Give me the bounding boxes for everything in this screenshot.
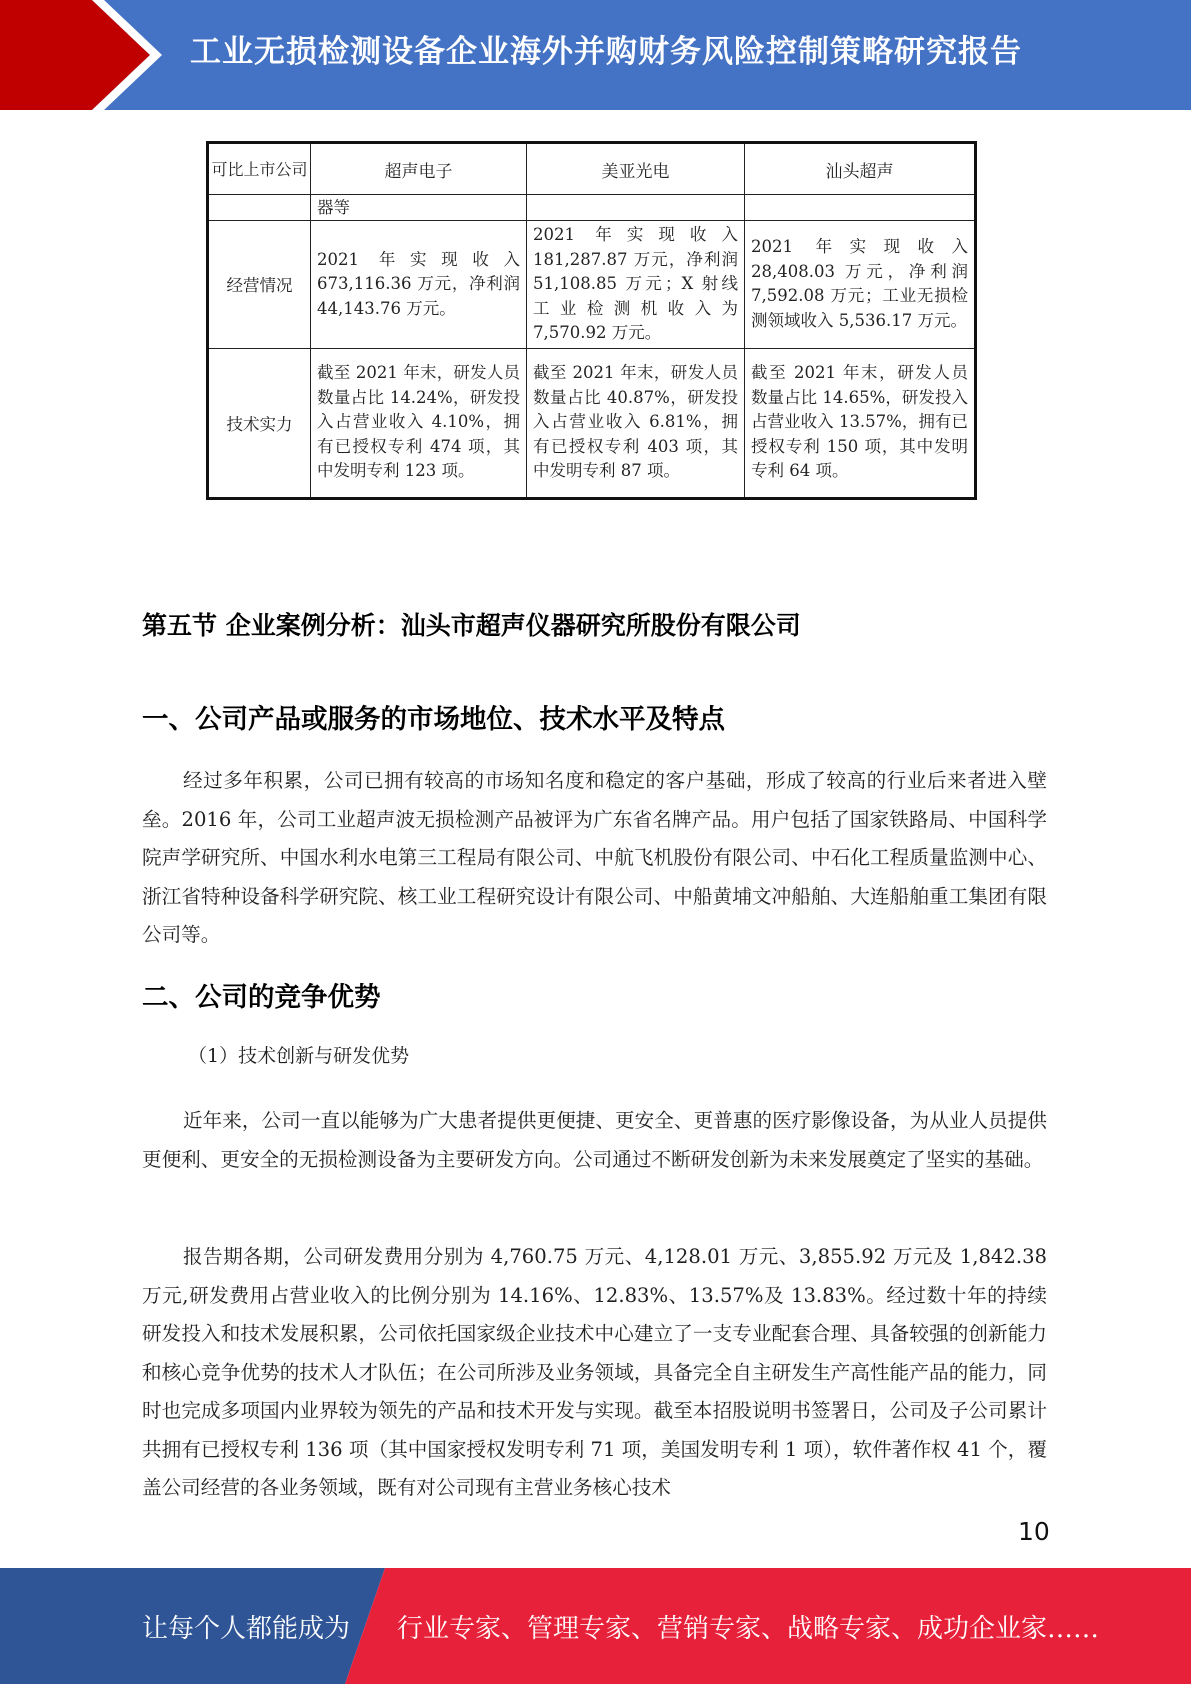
table-cell: 2021 年实现收入 181,287.87 万元，净利润 51,108.85 万元；X 射线工业检测机收入为 7,570.92 万元。 xyxy=(527,221,745,349)
row-label: 经营情况 xyxy=(208,221,311,349)
table-header-cell: 汕头超声 xyxy=(745,143,976,195)
heading-market-position: 一、公司产品或服务的市场地位、技术水平及特点 xyxy=(142,704,725,735)
header-title: 工业无损检测设备企业海外并购财务风险控制策略研究报告 xyxy=(190,34,1022,70)
table-header-cell: 超声电子 xyxy=(311,143,527,195)
paragraph-market-position: 经过多年积累，公司已拥有较高的市场知名度和稳定的客户基础，形成了较高的行业后来者进入壁垒。2016 年，公司工业超声波无损检测产品被评为广东省名牌产品。用户包括了国家铁路局、中国科学院声学研究所、中国水利水电第三工程局有限公司、中航飞机股份有限公司、中石化工程质量监测中心、浙江省特种设备科学研究院、核工业工程研究设计有限公司、中船黄埔文冲船舶、大连船舶重工集团有限公司等。 xyxy=(142,769,1047,946)
section-title: 第五节 企业案例分析：汕头市超声仪器研究所股份有限公司 xyxy=(142,611,801,640)
table-cell xyxy=(527,195,745,221)
table-cell xyxy=(208,195,311,221)
row-label: 技术实力 xyxy=(208,348,311,498)
paragraph-rd-direction: 近年来，公司一直以能够为广大患者提供更便捷、更安全、更普惠的医疗影像设备，为从业人员提供更便利、更安全的无损检测设备为主要研发方向。公司通过不断研发创新为未来发展奠定了坚实的基础。 xyxy=(142,1109,1047,1171)
table-row xyxy=(208,348,976,498)
paragraph-rd-expense: 报告期各期，公司研发费用分别为 4,760.75 万元、4,128.01 万元、3,855.92 万元及 1,842.38 万元,研发费用占营业收入的比例分别为 14.16%、12.83%、13.57%及 13.83%。经过数十年的持续研发投入和技术发展积累，公司依托国家级企业技术中心建立了一支专业配套合理、具备较强的创新能力和核心竞争优势的技术人才队伍；在公司所涉及业务领域，具备完全自主研发生产高性能产品的能力，同时也完成多项国内业界较为领先的产品和技术开发与实现。截至本招股说明书签署日，公司及子公司累计共拥有已授权专利 136 项（其中国家授权发明专利 71 项，美国发明专利 1 项），软件著作权 41 个，覆盖公司经营的各业务领域，既有对公司现有主营业务核心技术 xyxy=(142,1245,1047,1499)
heading-competitive-advantage: 二、公司的竞争优势 xyxy=(142,982,381,1013)
table-header-row xyxy=(208,143,976,195)
table-row xyxy=(208,221,976,349)
table-cell: 截至 2021 年末，研发人员数量占比 14.65%，研发投入占营业收入 13.57%，拥有已授权专利 150 项，其中发明专利 64 项。 xyxy=(745,348,976,498)
page-footer xyxy=(0,1568,1191,1684)
table-cell xyxy=(745,195,976,221)
table-cell: 2021 年实现收入 673,116.36 万元，净利润 44,143.76 万元。 xyxy=(311,221,527,349)
subheading-tech-innovation: （1）技术创新与研发优势 xyxy=(188,1045,410,1067)
table-cell: 器等 xyxy=(311,195,527,221)
page-header xyxy=(0,0,1191,110)
table-header-cell: 美亚光电 xyxy=(527,143,745,195)
page-number: 10 xyxy=(1018,1517,1050,1546)
footer-slogan-right: 行业专家、管理专家、营销专家、战略专家、成功企业家…… xyxy=(397,1614,1100,1644)
footer-slogan-left: 让每个人都能成为 xyxy=(142,1614,351,1644)
table-cell: 截至 2021 年末，研发人员数量占比 40.87%，研发投入占营业收入 6.81%，拥有已授权专利 403 项，其中发明专利 87 项。 xyxy=(527,348,745,498)
table-header-cell: 可比上市公司 xyxy=(208,143,311,195)
table-row xyxy=(208,195,976,221)
table-cell: 2021 年实现收入 28,408.03 万元，净利润 7,592.08 万元；工业无损检测领域收入 5,536.17 万元。 xyxy=(745,221,976,349)
table-cell: 截至 2021 年末，研发人员数量占比 14.24%，研发投入占营业收入 4.10%，拥有已授权专利 474 项，其中发明专利 123 项。 xyxy=(311,348,527,498)
comparison-table xyxy=(206,141,977,500)
comparison-table-wrapper xyxy=(206,141,977,500)
